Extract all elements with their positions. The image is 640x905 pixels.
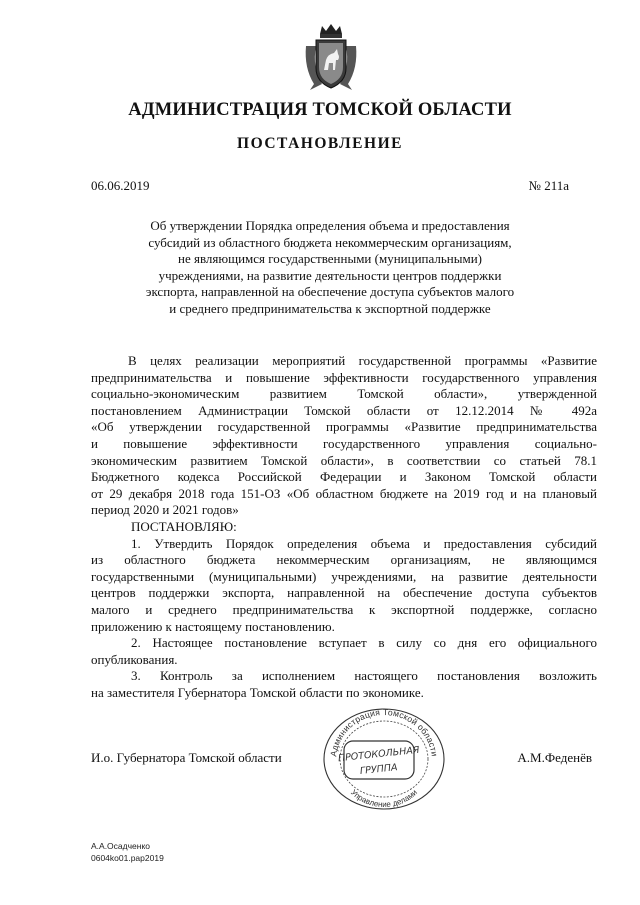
body-line: центров поддержки экспорта, направленной на обеспечение доступа субъектов <box>91 585 597 601</box>
stamp-inner-line1: ПРОТОКОЛЬНАЯ <box>337 744 420 765</box>
body-line: от 29 декабря 2018 года 151-ОЗ «Об областном бюджете на 2019 год и на плановый <box>91 485 597 501</box>
stamp-outer-top-text: Администрация Томской области <box>328 706 440 758</box>
body-line: 1. Утвердить Порядок определения объема и предоставления субсидий <box>131 535 597 551</box>
body-line: приложению к настоящему постановлению. <box>91 618 335 634</box>
signer-title: И.о. Губернатора Томской области <box>91 750 282 765</box>
document-type: ПОСТАНОВЛЕНИЕ <box>237 135 403 152</box>
document-footer <box>91 840 164 864</box>
body-line: государственными (муниципальными) учреждениями, на развитие деятельности <box>91 568 597 584</box>
body-line: предпринимательства и повышение эффективности государственного управления <box>91 369 597 385</box>
body-line: экономическим развитием Томской области», в соответствии со статьей 78.1 <box>91 452 597 468</box>
document-subject <box>120 218 540 318</box>
body-line: постановлением Администрации Томской области от 12.12.2014 № 492а <box>91 402 597 418</box>
body-line: 3. Контроль за исполнением настоящего постановления возложить <box>131 668 597 684</box>
svg-text:Управление делами <box>349 788 419 809</box>
document-date: 06.06.2019 <box>91 178 150 193</box>
body-line: 2. Настоящее постановление вступает в силу со дня его официального <box>131 635 597 651</box>
subject-line: экспорта, направленной на обеспечение доступа субъектов малого <box>145 284 515 300</box>
subject-line: не являющимся государственными (муниципальными) <box>177 251 482 267</box>
stamp-outer-bottom-text: Управление делами <box>349 787 419 810</box>
signer-name: А.М.Феденёв <box>517 750 592 765</box>
subject-line: и среднего предпринимательства к экспортной поддержке <box>169 300 491 316</box>
body-line: В целях реализации мероприятий государственной программы «Развитие <box>128 353 597 368</box>
subject-line: учреждениями, на развитие деятельности центров поддержки <box>158 267 502 283</box>
stamp-inner-line2: ГРУППА <box>359 762 399 777</box>
document-body <box>91 353 597 701</box>
coat-of-arms-icon <box>302 22 360 92</box>
footer-file-code: 0604ko01.pap2019 <box>91 853 164 863</box>
body-line: малого и среднего предпринимательства к экспортной поддержке, согласно <box>91 601 597 617</box>
body-line: период 2020 и 2021 годов» <box>91 502 239 518</box>
body-line: Бюджетного кодекса Российской Федерации и Законом Томской области <box>91 469 597 485</box>
body-line: «Об утверждении государственной программы «Развитие предпринимательства <box>91 419 597 435</box>
subject-line: Об утверждении Порядка определения объема и предоставления <box>150 218 510 233</box>
official-stamp <box>314 703 454 811</box>
document-number: № 211а <box>528 178 569 193</box>
body-line: опубликования. <box>91 651 178 667</box>
footer-author: А.А.Осадченко <box>91 841 151 851</box>
resolve-heading: ПОСТАНОВЛЯЮ: <box>131 518 237 534</box>
body-line: социально-экономическим развитием Томской области», утвержденной <box>91 386 597 402</box>
subject-line: субсидий из областного бюджета некоммерческим организациям, <box>148 234 512 250</box>
body-line: и повышение эффективности государственного управления социально- <box>91 435 597 451</box>
organization-title: АДМИНИСТРАЦИЯ ТОМСКОЙ ОБЛАСТИ <box>128 100 512 120</box>
body-line: из областного бюджета некоммерческим организациям, не являющимся <box>91 552 597 568</box>
body-line: на заместителя Губернатора Томской области по экономике. <box>91 684 424 700</box>
